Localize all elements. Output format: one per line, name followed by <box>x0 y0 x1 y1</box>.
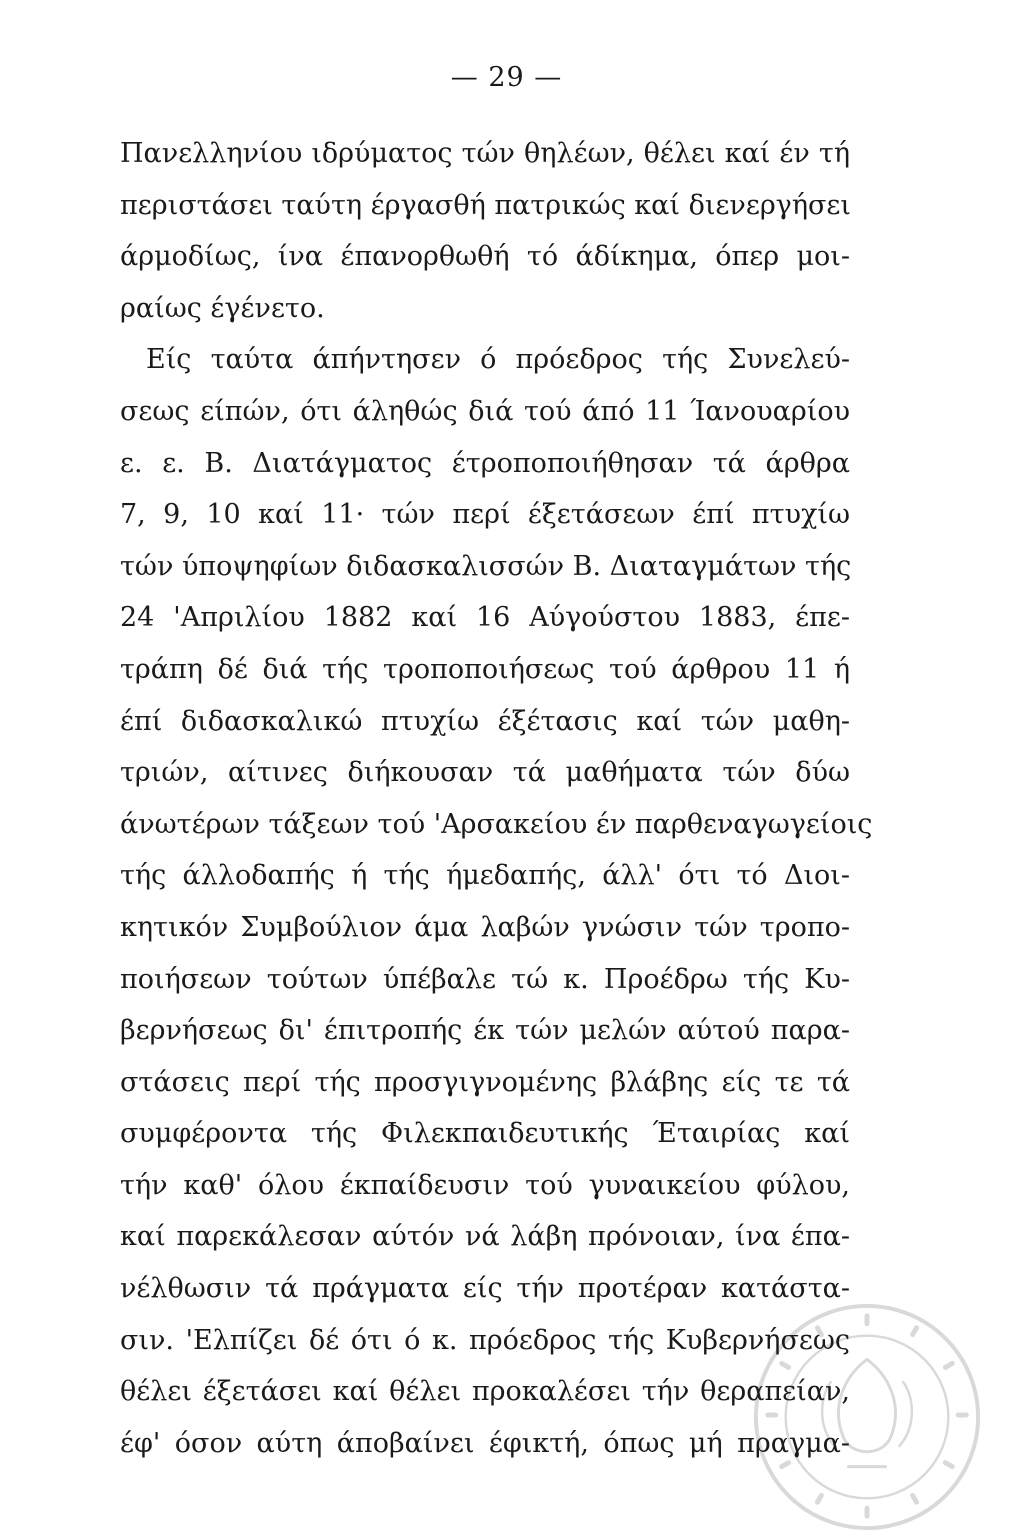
text-line: Πανελληνίου ιδρύματος τών θηλέων, θέλει καί έν τή <box>120 138 850 169</box>
text-line: έπί διδασκαλικώ πτυχίω έξέτασις καί τών μαθη- <box>120 705 850 737</box>
text-line: άρμοδίως, ίνα έπανορθωθή τό άδίκημα, όπερ μοι- <box>120 241 850 273</box>
text-line: σεως είπών, ότι άληθώς διά τού άπό 11 Ίανουαρίου <box>120 395 850 427</box>
text-line: τής άλλοδαπής ή τής ήμεδαπής, άλλ' ότι τό Διοι- <box>120 860 850 892</box>
text-line: κητικόν Συμβούλιον άμα λαβών γνώσιν τών τροπο- <box>120 911 850 943</box>
text-line: θέλει έξετάσει καί θέλει προκαλέσει τήν θεραπείαν, <box>120 1376 850 1408</box>
text-line: ποιήσεων τούτων ύπέβαλε τώ κ. Προέδρω τής Κυ- <box>120 963 850 995</box>
text-line: τριών, αίτινες διήκουσαν τά μαθήματα τών δύω <box>120 757 850 789</box>
text-line: καί παρεκάλεσαν αύτόν νά λάβη πρόνοιαν, ίνα έπα- <box>120 1221 850 1253</box>
text-line: τράπη δέ διά τής τροποποιήσεως τού άρθρου 11 ή <box>120 653 850 685</box>
text-line: νέλθωσιν τά πράγματα είς τήν προτέραν κατάστα- <box>120 1273 850 1305</box>
text-line: στάσεις περί τής προσγιγνομένης βλάβης είς τε τά <box>120 1066 850 1098</box>
library-seal-icon <box>748 1298 986 1536</box>
text-line: περιστάσει ταύτη έργασθή πατρικώς καί διενεργήσει <box>120 189 852 221</box>
text-line: σιν. 'Ελπίζει δέ ότι ό κ. πρόεδρος τής Κυβερνήσεως <box>120 1324 850 1356</box>
page-number: — 29 — <box>450 62 563 93</box>
text-line: Είς ταύτα άπήντησεν ό πρόεδρος τής Συνελεύ- <box>146 344 850 376</box>
text-line: 24 'Απριλίου 1882 καί 16 Αύγούστου 1883, έπε- <box>120 602 850 634</box>
text-line: τήν καθ' όλου έκπαίδευσιν τού γυναικείου φύλου, <box>120 1169 850 1201</box>
text-line: τών ύποψηφίων διδασκαλισσών Β. Διαταγμάτων τής <box>120 550 852 582</box>
text-line: ε. ε. Β. Διατάγματος έτροποποιήθησαν τά άρθρα <box>120 447 850 479</box>
text-line: ραίως έγένετο. <box>120 292 325 324</box>
body-text <box>120 128 873 1469</box>
text-line: άνωτέρων τάξεων τού 'Αρσακείου έν παρθεναγωγείοις <box>120 808 873 840</box>
text-line: συμφέροντα τής Φιλεκπαιδευτικής Έταιρίας καί <box>120 1118 850 1150</box>
text-line: 7, 9, 10 καί 11· τών περί έξετάσεων έπί πτυχίω <box>120 499 850 531</box>
text-line: βερνήσεως δι' έπιτροπής έκ τών μελών αύτού παρα- <box>120 1015 850 1047</box>
text-line: έφ' όσον αύτη άποβαίνει έφικτή, όπως μή πραγμα- <box>120 1427 850 1459</box>
